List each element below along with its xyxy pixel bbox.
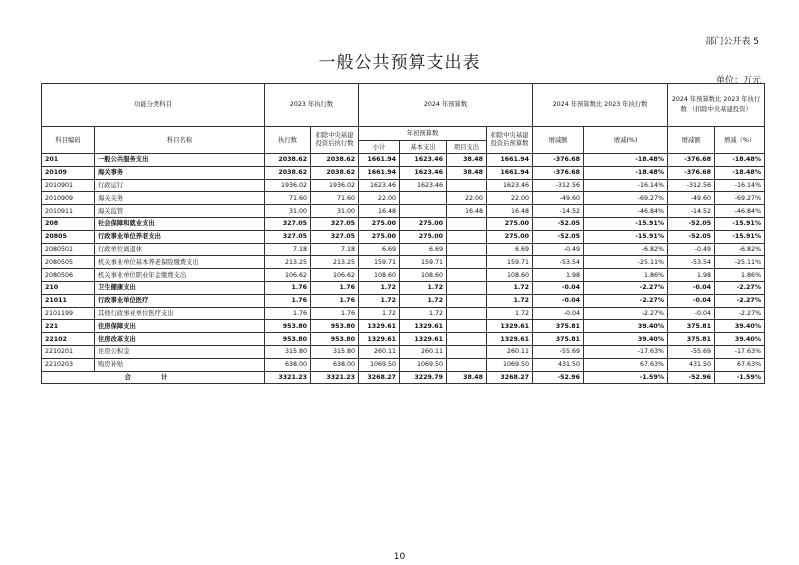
cell-project <box>447 333 487 346</box>
cell-project: 16.48 <box>447 205 487 218</box>
cell-pct: 67.63% <box>584 358 668 371</box>
header-pct-excl: 增减（%） <box>715 127 765 154</box>
cell-exec-excl: 213.25 <box>311 256 359 269</box>
total-pct: -1.59% <box>584 371 668 384</box>
cell-exec: 327.05 <box>265 217 311 230</box>
cell-name: 其他行政事业单位医疗支出 <box>95 307 265 320</box>
cell-diff: -0.04 <box>533 294 584 307</box>
cell-exec: 213.25 <box>265 256 311 269</box>
cell-name: 住房公积金 <box>95 345 265 358</box>
cell-code: 20109 <box>42 166 95 179</box>
cell-subtotal: 275.00 <box>359 217 400 230</box>
cell-pct: -46.84% <box>584 205 668 218</box>
total-diff2: -52.96 <box>668 371 715 384</box>
cell-name: 机关事业单位职业年金缴费支出 <box>95 269 265 282</box>
cell-exec-excl: 1.76 <box>311 307 359 320</box>
cell-name: 购房补贴 <box>95 358 265 371</box>
cell-basic: 1329.61 <box>400 320 447 333</box>
cell-subtotal: 108.60 <box>359 269 400 282</box>
cell-project <box>447 294 487 307</box>
cell-diff: -53.54 <box>533 256 584 269</box>
cell-budget-excl: 16.48 <box>487 205 533 218</box>
cell-project <box>447 281 487 294</box>
cell-pct2: 67.63% <box>715 358 765 371</box>
total-row <box>42 371 765 384</box>
total-label: 合 计 <box>42 371 265 384</box>
cell-diff2: -0.04 <box>668 307 715 320</box>
cell-project: 38.48 <box>447 154 487 167</box>
cell-name: 行政事业单位医疗 <box>95 294 265 307</box>
header-subtotal: 小计 <box>359 141 400 154</box>
table-row <box>42 230 765 243</box>
cell-exec-excl: 327.05 <box>311 217 359 230</box>
cell-pct: 1.86% <box>584 269 668 282</box>
cell-basic: 1329.61 <box>400 333 447 346</box>
cell-budget-excl: 6.69 <box>487 243 533 256</box>
header-diff-excl: 增减额 <box>668 127 715 154</box>
cell-diff2: -376.68 <box>668 166 715 179</box>
cell-pct2: 39.40% <box>715 333 765 346</box>
header-pct: 增减(%) <box>584 127 668 154</box>
cell-basic <box>400 192 447 205</box>
cell-project <box>447 358 487 371</box>
cell-code: 20805 <box>42 230 95 243</box>
total-project: 38.48 <box>447 371 487 384</box>
cell-code: 2010909 <box>42 192 95 205</box>
cell-subtotal: 159.71 <box>359 256 400 269</box>
cell-budget-excl: 22.00 <box>487 192 533 205</box>
cell-diff2: -312.56 <box>668 179 715 192</box>
cell-pct2: -2.27% <box>715 307 765 320</box>
cell-pct2: -6.82% <box>715 243 765 256</box>
cell-diff: 375.81 <box>533 333 584 346</box>
cell-diff: -14.52 <box>533 205 584 218</box>
cell-diff2: -0.04 <box>668 281 715 294</box>
cell-code: 2080501 <box>42 243 95 256</box>
cell-name: 机关事业单位基本养老保险缴费支出 <box>95 256 265 269</box>
cell-exec: 1.76 <box>265 307 311 320</box>
cell-budget-excl: 108.60 <box>487 269 533 282</box>
cell-budget-excl: 1.72 <box>487 281 533 294</box>
cell-pct: -6.82% <box>584 243 668 256</box>
cell-diff2: 431.50 <box>668 358 715 371</box>
cell-subtotal: 1661.94 <box>359 166 400 179</box>
cell-pct2: -25.11% <box>715 256 765 269</box>
cell-diff: -376.68 <box>533 154 584 167</box>
cell-exec-excl: 1.76 <box>311 294 359 307</box>
cell-project <box>447 320 487 333</box>
cell-subtotal: 6.69 <box>359 243 400 256</box>
cell-project <box>447 217 487 230</box>
header-initial-budget: 年初预算数 <box>359 127 487 141</box>
table-row <box>42 294 765 307</box>
cell-budget-excl: 1069.50 <box>487 358 533 371</box>
cell-basic <box>400 205 447 218</box>
cell-exec-excl: 2038.62 <box>311 166 359 179</box>
cell-basic: 159.71 <box>400 256 447 269</box>
cell-pct2: -46.84% <box>715 205 765 218</box>
header-subject-name: 科目名称 <box>95 127 265 154</box>
table-row <box>42 358 765 371</box>
cell-basic: 1623.46 <box>400 179 447 192</box>
cell-subtotal: 1.72 <box>359 281 400 294</box>
cell-exec: 953.80 <box>265 333 311 346</box>
cell-project <box>447 179 487 192</box>
cell-subtotal: 22.00 <box>359 192 400 205</box>
cell-exec: 1936.02 <box>265 179 311 192</box>
cell-subtotal: 1661.94 <box>359 154 400 167</box>
cell-exec: 7.18 <box>265 243 311 256</box>
cell-basic: 1069.50 <box>400 358 447 371</box>
cell-budget-excl: 1329.61 <box>487 320 533 333</box>
cell-pct: -18.48% <box>584 166 668 179</box>
cell-budget-excl: 260.11 <box>487 345 533 358</box>
cell-basic: 275.00 <box>400 230 447 243</box>
cell-name: 海关监管 <box>95 205 265 218</box>
cell-pct2: -69.27% <box>715 192 765 205</box>
header-budget-excl: 扣除中央基建投资后预算数 <box>487 127 533 154</box>
cell-pct2: -15.91% <box>715 217 765 230</box>
cell-exec-excl: 953.80 <box>311 333 359 346</box>
cell-exec: 106.62 <box>265 269 311 282</box>
cell-name: 行政单位离退休 <box>95 243 265 256</box>
cell-subtotal: 1329.61 <box>359 320 400 333</box>
cell-pct: -69.27% <box>584 192 668 205</box>
cell-diff2: -55.69 <box>668 345 715 358</box>
cell-code: 2210203 <box>42 358 95 371</box>
table-row <box>42 166 765 179</box>
cell-budget-excl: 159.71 <box>487 256 533 269</box>
cell-pct: -18.48% <box>584 154 668 167</box>
total-exec-excl: 3321.23 <box>311 371 359 384</box>
cell-basic: 1.72 <box>400 281 447 294</box>
table-row <box>42 320 765 333</box>
cell-project <box>447 307 487 320</box>
cell-code: 21011 <box>42 294 95 307</box>
cell-code: 201 <box>42 154 95 167</box>
cell-pct2: -18.48% <box>715 166 765 179</box>
cell-basic: 275.00 <box>400 217 447 230</box>
table-row <box>42 243 765 256</box>
cell-exec: 71.60 <box>265 192 311 205</box>
table-row <box>42 154 765 167</box>
cell-pct: -2.27% <box>584 294 668 307</box>
cell-name: 行政事业单位养老支出 <box>95 230 265 243</box>
table-row <box>42 192 765 205</box>
cell-diff2: -52.05 <box>668 230 715 243</box>
header-exec-excl: 扣除中央基建投资后执行数 <box>311 127 359 154</box>
cell-exec: 31.00 <box>265 205 311 218</box>
cell-exec-excl: 638.00 <box>311 358 359 371</box>
cell-code: 2101199 <box>42 307 95 320</box>
cell-name: 行政运行 <box>95 179 265 192</box>
cell-diff2: -49.60 <box>668 192 715 205</box>
total-diff: -52.96 <box>533 371 584 384</box>
cell-subtotal: 260.11 <box>359 345 400 358</box>
total-exec: 3321.23 <box>265 371 311 384</box>
cell-project <box>447 269 487 282</box>
cell-pct2: -18.48% <box>715 154 765 167</box>
cell-code: 2210201 <box>42 345 95 358</box>
cell-pct2: -17.63% <box>715 345 765 358</box>
cell-code: 2080505 <box>42 256 95 269</box>
cell-name: 住房改革支出 <box>95 333 265 346</box>
cell-budget-excl: 1329.61 <box>487 333 533 346</box>
cell-code: 2010901 <box>42 179 95 192</box>
total-basic: 3229.79 <box>400 371 447 384</box>
cell-diff: 431.50 <box>533 358 584 371</box>
cell-diff2: -53.54 <box>668 256 715 269</box>
cell-project: 38.48 <box>447 166 487 179</box>
cell-budget-excl: 1661.94 <box>487 166 533 179</box>
cell-name: 海关事务 <box>95 166 265 179</box>
cell-subtotal: 1329.61 <box>359 333 400 346</box>
cell-subtotal: 275.00 <box>359 230 400 243</box>
cell-exec: 2038.62 <box>265 154 311 167</box>
cell-code: 22102 <box>42 333 95 346</box>
cell-pct: 39.40% <box>584 320 668 333</box>
cell-diff: -55.69 <box>533 345 584 358</box>
cell-diff2: -0.49 <box>668 243 715 256</box>
cell-exec: 315.80 <box>265 345 311 358</box>
cell-pct2: 1.86% <box>715 269 765 282</box>
header-diff: 增减额 <box>533 127 584 154</box>
total-pct2: -1.59% <box>715 371 765 384</box>
cell-diff2: 375.81 <box>668 320 715 333</box>
cell-diff: -312.56 <box>533 179 584 192</box>
cell-subtotal: 1069.50 <box>359 358 400 371</box>
cell-budget-excl: 1.72 <box>487 307 533 320</box>
cell-code: 208 <box>42 217 95 230</box>
cell-pct: -16.14% <box>584 179 668 192</box>
cell-diff2: -14.52 <box>668 205 715 218</box>
header-compare: 2024 年预算数比 2023 年执行数 <box>533 84 668 127</box>
header-exec-amount: 执行数 <box>265 127 311 154</box>
cell-exec: 327.05 <box>265 230 311 243</box>
cell-exec-excl: 71.60 <box>311 192 359 205</box>
cell-exec-excl: 7.18 <box>311 243 359 256</box>
table-row <box>42 205 765 218</box>
table-row <box>42 333 765 346</box>
header-budget-2024: 2024 年预算数 <box>359 84 533 127</box>
table-row <box>42 217 765 230</box>
page-number: 10 <box>393 552 406 562</box>
cell-pct2: -16.14% <box>715 179 765 192</box>
cell-pct2: 39.40% <box>715 320 765 333</box>
cell-exec-excl: 2038.62 <box>311 154 359 167</box>
header-compare-excl: 2024 年预算数比 2023 年执行数 （扣除中央基建投资） <box>668 84 765 127</box>
cell-project <box>447 345 487 358</box>
unit-label: 单位：万元 <box>715 76 761 86</box>
cell-basic: 1.72 <box>400 307 447 320</box>
cell-pct: -2.27% <box>584 281 668 294</box>
table-row <box>42 179 765 192</box>
cell-subtotal: 1623.46 <box>359 179 400 192</box>
cell-pct: -17.63% <box>584 345 668 358</box>
cell-diff2: 1.98 <box>668 269 715 282</box>
cell-budget-excl: 1661.94 <box>487 154 533 167</box>
cell-code: 221 <box>42 320 95 333</box>
cell-pct2: -2.27% <box>715 281 765 294</box>
cell-exec: 953.80 <box>265 320 311 333</box>
cell-project: 22.00 <box>447 192 487 205</box>
cell-diff2: 375.81 <box>668 333 715 346</box>
cell-name: 海关关务 <box>95 192 265 205</box>
cell-exec-excl: 953.80 <box>311 320 359 333</box>
cell-exec-excl: 315.80 <box>311 345 359 358</box>
header-func-category: 功能分类科目 <box>42 84 265 127</box>
cell-name: 卫生健康支出 <box>95 281 265 294</box>
cell-budget-excl: 275.00 <box>487 230 533 243</box>
table-row <box>42 281 765 294</box>
cell-exec-excl: 327.05 <box>311 230 359 243</box>
cell-project <box>447 230 487 243</box>
cell-pct: -2.27% <box>584 307 668 320</box>
table-row <box>42 256 765 269</box>
cell-diff: -0.49 <box>533 243 584 256</box>
total-subtotal: 3268.27 <box>359 371 400 384</box>
cell-exec-excl: 106.62 <box>311 269 359 282</box>
cell-diff: -52.05 <box>533 230 584 243</box>
cell-pct: -15.91% <box>584 230 668 243</box>
cell-budget-excl: 1.72 <box>487 294 533 307</box>
cell-pct2: -2.27% <box>715 294 765 307</box>
cell-diff: 1.98 <box>533 269 584 282</box>
table-row <box>42 345 765 358</box>
cell-basic: 260.11 <box>400 345 447 358</box>
cell-exec: 1.76 <box>265 294 311 307</box>
cell-exec-excl: 1936.02 <box>311 179 359 192</box>
cell-pct: -25.11% <box>584 256 668 269</box>
cell-diff: -0.04 <box>533 281 584 294</box>
cell-diff: -0.04 <box>533 307 584 320</box>
cell-basic: 1623.46 <box>400 154 447 167</box>
cell-basic: 6.69 <box>400 243 447 256</box>
header-basic: 基本支出 <box>400 141 447 154</box>
cell-project <box>447 243 487 256</box>
header-project: 项目支出 <box>447 141 487 154</box>
cell-exec-excl: 1.76 <box>311 281 359 294</box>
cell-budget-excl: 275.00 <box>487 217 533 230</box>
cell-name: 住房保障支出 <box>95 320 265 333</box>
cell-name: 社会保障和就业支出 <box>95 217 265 230</box>
cell-diff: 375.81 <box>533 320 584 333</box>
table-row <box>42 269 765 282</box>
cell-code: 2080506 <box>42 269 95 282</box>
table-body <box>42 154 765 384</box>
cell-exec: 2038.62 <box>265 166 311 179</box>
header-exec-2023: 2023 年执行数 <box>265 84 359 127</box>
cell-code: 210 <box>42 281 95 294</box>
document-code: 部门公开表 5 <box>705 37 759 47</box>
cell-exec: 1.76 <box>265 281 311 294</box>
cell-pct: 39.40% <box>584 333 668 346</box>
page-title: 一般公共预算支出表 <box>318 53 481 73</box>
cell-subtotal: 16.48 <box>359 205 400 218</box>
cell-diff: -376.68 <box>533 166 584 179</box>
cell-subtotal: 1.72 <box>359 307 400 320</box>
cell-basic: 1.72 <box>400 294 447 307</box>
budget-table <box>41 83 765 384</box>
cell-diff: -49.60 <box>533 192 584 205</box>
cell-pct: -15.91% <box>584 217 668 230</box>
cell-basic: 1623.46 <box>400 166 447 179</box>
cell-pct2: -15.91% <box>715 230 765 243</box>
cell-name: 一般公共服务支出 <box>95 154 265 167</box>
cell-subtotal: 1.72 <box>359 294 400 307</box>
cell-exec-excl: 31.00 <box>311 205 359 218</box>
cell-budget-excl: 1623.46 <box>487 179 533 192</box>
cell-diff2: -376.68 <box>668 154 715 167</box>
header-subject-code: 科目编码 <box>42 127 95 154</box>
cell-diff2: -52.05 <box>668 217 715 230</box>
cell-project <box>447 256 487 269</box>
cell-code: 2010911 <box>42 205 95 218</box>
cell-diff: -52.05 <box>533 217 584 230</box>
total-budget-excl: 3268.27 <box>487 371 533 384</box>
cell-exec: 638.00 <box>265 358 311 371</box>
table-row <box>42 307 765 320</box>
cell-basic: 108.60 <box>400 269 447 282</box>
cell-diff2: -0.04 <box>668 294 715 307</box>
